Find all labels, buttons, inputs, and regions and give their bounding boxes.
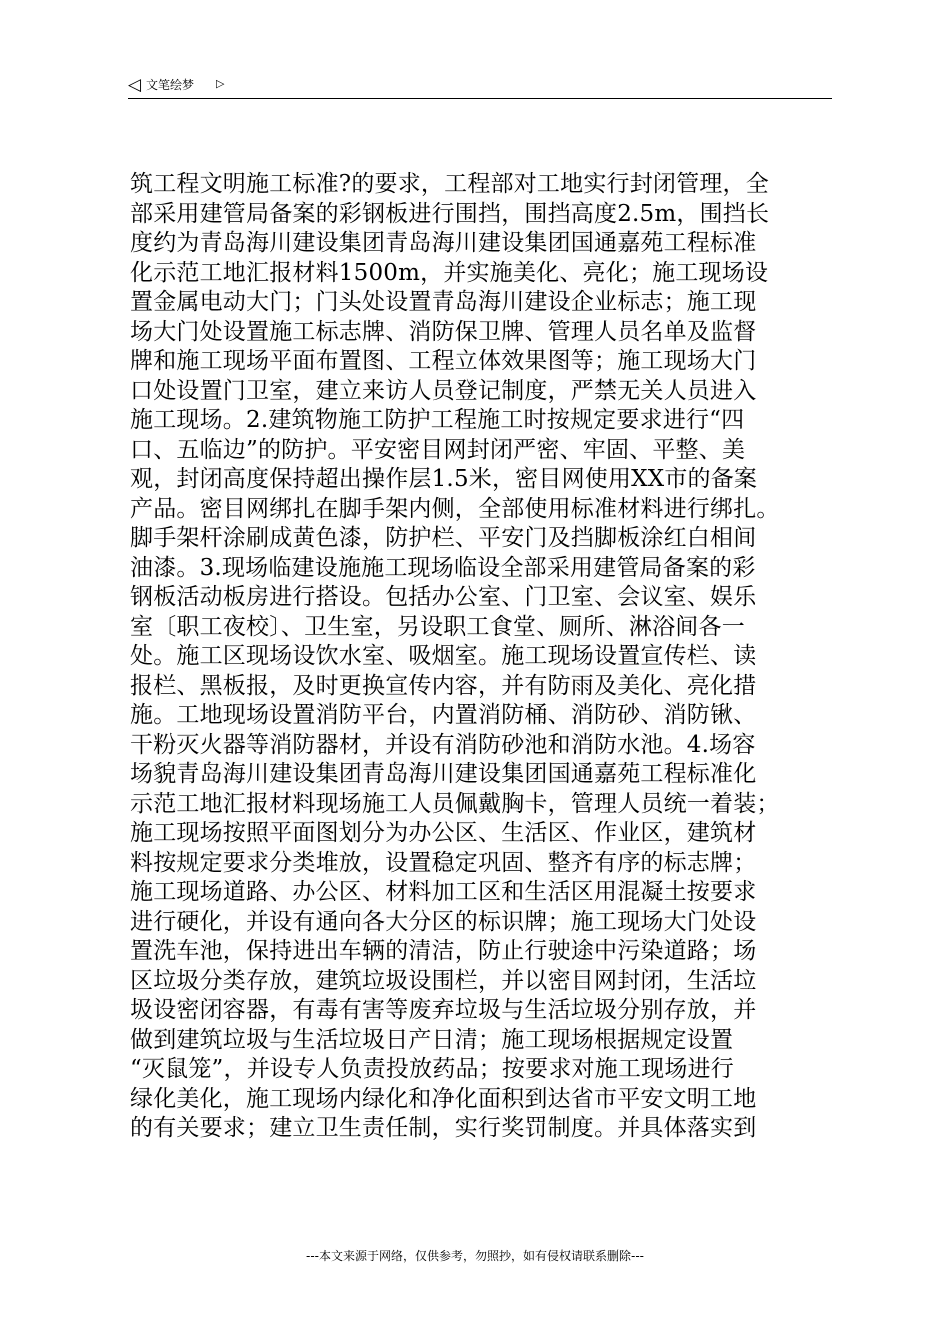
text-line: 口、五临边”的防护。平安密目网封闭严密、牢固、平整、美 <box>130 436 746 463</box>
text-line: 场貌青岛海川建设集团青岛海川建设集团国通嘉苑工程标准化 <box>130 761 757 787</box>
text-line: “灭鼠笼”，并设专人负责投放药品；按要求对施工现场进行 <box>130 1056 734 1082</box>
text-line: 施工现场。2.建筑物施工防护工程施工时按规定要求进行“四 <box>130 407 745 433</box>
text-line: 口处设置门卫室，建立来访人员登记制度，严禁无关人员进入 <box>130 377 757 404</box>
text-line: 绿化美化，施工现场内绿化和净化面积到达省市平安文明工地 <box>130 1085 757 1112</box>
text-line: 区垃圾分类存放，建筑垃圾设围栏，并以密目网封闭，生活垃 <box>130 967 757 994</box>
text-line: 的有关要求；建立卫生责任制，实行奖罚制度。并具体落实到 <box>130 1115 757 1141</box>
text-line: 室〔职工夜校〕、卫生室，另设职工食堂、厕所、淋浴间各一 <box>130 613 745 640</box>
document-body <box>130 170 830 1144</box>
text-line: 示范工地汇报材料现场施工人员佩戴胸卡，管理人员统一着装； <box>130 790 780 817</box>
left-triangle-icon: ◁ <box>128 75 142 95</box>
text-line: 施工现场道路、办公区、材料加工区和生活区用混凝土按要求 <box>130 879 757 905</box>
right-triangle-icon: ▷ <box>216 77 225 90</box>
text-line: 部采用建管局备案的彩钢板进行围挡，围挡高度2.5m，围挡长 <box>130 200 770 227</box>
header-title: 文笔绘梦 <box>146 78 195 92</box>
text-line: 化示范工地汇报材料1500m，并实施美化、亮化；施工现场设 <box>130 259 769 286</box>
text-line: 产品。密目网绑扎在脚手架内侧，全部使用标准材料进行绑扎。 <box>130 495 780 522</box>
text-line: 施。工地现场设置消防平台，内置消防桶、消防砂、消防锹、 <box>130 702 757 728</box>
text-line: 钢板活动板房进行搭设。包括办公室、门卫室、会议室、娱乐 <box>130 584 757 610</box>
text-line: 施工现场按照平面图划分为办公区、生活区、作业区，建筑材 <box>130 820 757 846</box>
text-line: 报栏、黑板报，及时更换宣传内容，并有防雨及美化、亮化措 <box>130 672 757 699</box>
text-line: 脚手架杆涂刷成黄色漆，防护栏、平安门及挡脚板涂红白相间 <box>130 525 757 551</box>
text-line: 牌和施工现场平面布置图、工程立体效果图等；施工现场大门 <box>130 348 757 374</box>
text-line: 进行硬化，并设有通向各大分区的标识牌；施工现场大门处设 <box>130 908 757 935</box>
text-line: 料按规定要求分类堆放，设置稳定巩固、整齐有序的标志牌； <box>130 849 757 876</box>
text-line: 干粉灭火器等消防器材，并设有消防砂池和消防水池。4.场容 <box>130 731 756 758</box>
text-line: 观，封闭高度保持超出操作层1.5米，密目网使用XX市的备案 <box>130 466 758 492</box>
text-line: 筑工程文明施工标准?的要求，工程部对工地实行封闭管理，全 <box>130 171 769 197</box>
text-line: 场大门处设置施工标志牌、消防保卫牌、管理人员名单及监督 <box>130 318 757 345</box>
footer-disclaimer: ---本文来源于网络，仅供参考，勿照抄，如有侵权请联系删除--- <box>306 1249 644 1263</box>
text-line: 置洗车池，保持进出车辆的清洁，防止行驶途中污染道路；场 <box>130 938 757 964</box>
text-line: 置金属电动大门；门头处设置青岛海川建设企业标志；施工现 <box>130 289 757 315</box>
text-line: 度约为青岛海川建设集团青岛海川建设集团国通嘉苑工程标准 <box>130 230 757 256</box>
page-header <box>128 74 832 99</box>
text-line: 处。施工区现场设饮水室、吸烟室。施工现场设置宣传栏、读 <box>130 643 757 669</box>
text-line: 圾设密闭容器，有毒有害等废弃垃圾与生活垃圾分别存放，并 <box>130 997 757 1023</box>
text-line: 油漆。3.现场临建设施施工现场临设全部采用建管局备案的彩 <box>130 554 756 581</box>
text-line: 做到建筑垃圾与生活垃圾日产日清；施工现场根据规定设置 <box>130 1026 734 1053</box>
